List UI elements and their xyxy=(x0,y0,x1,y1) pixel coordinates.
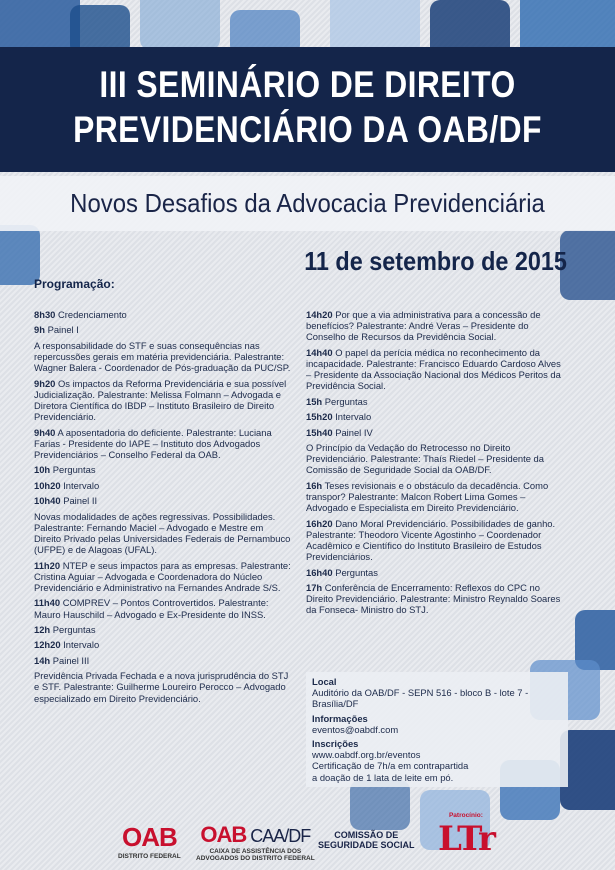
comissao-line1: COMISSÃO DE xyxy=(334,830,399,840)
inscricoes-cert-line2: a doação de 1 lata de leite em pó. xyxy=(312,771,454,783)
program-item xyxy=(306,442,562,476)
program-column-left xyxy=(34,309,292,708)
program-item xyxy=(34,624,292,635)
oab-logo-caption: DISTRITO FEDERAL xyxy=(118,853,181,860)
program-text: Credenciamento xyxy=(57,309,127,320)
program-text: COMPREV – Pontos Controvertidos. Palestrante: Mauro Hauschild – Advogado e Ex-Presidente do INSS. xyxy=(34,597,269,620)
page-title xyxy=(43,62,572,152)
program-column-right xyxy=(306,309,562,620)
program-time: 15h xyxy=(306,395,323,407)
program-text: Perguntas xyxy=(324,395,368,407)
program-item xyxy=(34,495,292,506)
program-item xyxy=(34,480,292,491)
program-item xyxy=(306,396,562,407)
program-text: Por que a via administrativa para a concessão de benefícios? Palestrante: André Veras – Presidente do Conselho de Recursos da Previdência Social. xyxy=(306,309,541,343)
program-text: A aposentadoria do deficiente. Palestrante: Luciana Farias - Presidente do IAPE – Instituto dos Advogados Previdenciários – Conselho Federal da OAB. xyxy=(34,426,272,460)
caa-logo-caption-2: ADVOGADOS DO DISTRITO FEDERAL xyxy=(196,855,315,862)
title-line-2: PREVIDENCIÁRIO DA OAB/DF xyxy=(73,109,542,150)
program-time: 9h20 xyxy=(34,377,56,389)
program-time: 16h40 xyxy=(306,566,333,578)
patrocinio-label: Patrocínio: xyxy=(448,812,483,819)
program-text: Painel III xyxy=(52,654,90,666)
program-time: 17h xyxy=(306,581,323,593)
local-value: Auditório da OAB/DF - SEPN 516 - bloco B - lote 7 - Brasília/DF xyxy=(312,687,529,710)
informacoes-value[interactable]: eventos@oabdf.com xyxy=(312,723,399,735)
program-item xyxy=(34,324,292,335)
program-text: Novas modalidades de ações regressivas. Possibilidades. Palestrante: Fernando Maciel – Advogado e Mestre em Direito Privado pelas Universidades Federais de Pernambuco (UFPE) e de Alagoas (UFAL). xyxy=(34,510,291,556)
program-time: 15h20 xyxy=(306,411,333,423)
program-time: 14h20 xyxy=(306,309,333,320)
program-time: 9h xyxy=(34,324,45,336)
program-item xyxy=(34,670,292,704)
programacao-label: Programação: xyxy=(34,277,115,291)
program-item xyxy=(34,597,292,619)
program-text: NTEP e seus impactos para as empresas. Palestrante: Cristina Aguiar – Advogada e Coordenadora do Núcleo Previdenciário e Administrativo na Fernandes Andrade S/S. xyxy=(34,559,291,593)
program-time: 14h40 xyxy=(306,346,333,358)
program-text: O papel da perícia médica no reconhecimento da incapacidade. Palestrante: Francisco Eduardo Cardoso Alves – Presidente da Associação Nacional dos Médicos Peritos da Previdência Social. xyxy=(306,346,561,392)
program-item xyxy=(306,567,562,578)
program-time: 12h20 xyxy=(34,639,61,651)
inscricoes-heading: Inscrições xyxy=(312,738,359,750)
program-item xyxy=(306,518,562,563)
program-item xyxy=(34,511,292,556)
program-time: 10h40 xyxy=(34,495,61,507)
program-time: 8h30 xyxy=(34,309,56,320)
program-item xyxy=(34,309,292,320)
caa-logo-mark: OAB CAA/DF xyxy=(200,822,311,847)
program-item xyxy=(306,480,562,514)
decor-square xyxy=(560,230,615,300)
decor-square xyxy=(0,225,40,285)
program-text: Painel II xyxy=(63,495,98,507)
program-text: Teses revisionais e o obstáculo da decadência. Como transpor? Palestrante: Malcon Robert Lima Gomes – Advogado e Especialista em Direito Previdenciário. xyxy=(306,479,549,514)
program-time: 16h xyxy=(306,479,323,491)
program-time: 11h20 xyxy=(34,559,61,571)
program-time: 10h xyxy=(34,464,51,476)
program-text: Intervalo xyxy=(63,479,100,491)
title-line-1: III SEMINÁRIO DE DIREITO xyxy=(99,64,516,105)
program-text: Intervalo xyxy=(63,639,100,651)
oab-logo-mark: OAB xyxy=(121,822,177,852)
program-item xyxy=(34,639,292,650)
program-item xyxy=(306,309,562,343)
program-text: Previdência Privada Fechada e a nova jurisprudência do STJ e STF. Palestrante: Guilherme Loureiro Perocco – Advogado especializado em Direito Previdenciário. xyxy=(34,670,289,704)
program-time: 14h xyxy=(34,654,51,666)
program-item xyxy=(34,560,292,594)
program-item xyxy=(306,347,562,392)
program-item xyxy=(34,340,292,374)
subtitle: Novos Desafios da Advocacia Previdenciária xyxy=(70,188,545,218)
program-time: 12h xyxy=(34,623,51,635)
program-text: Dano Moral Previdenciário. Possibilidades de ganho. Palestrante: Theodoro Vicente Agostinho – Coordenador Acadêmico e Científico do Instituto Brasileiro de Estudos Previdenciários. xyxy=(306,517,556,563)
program-time: 15h40 xyxy=(306,426,333,438)
ltr-mark: LTr xyxy=(438,819,494,859)
info-box xyxy=(306,672,568,787)
program-text: Perguntas xyxy=(335,566,378,578)
inscricoes-url[interactable]: www.oabdf.org.br/eventos xyxy=(312,749,421,761)
program-item xyxy=(34,378,292,423)
informacoes-heading: Informações xyxy=(312,712,368,724)
program-item xyxy=(34,464,292,475)
program-time: 10h20 xyxy=(34,479,61,491)
inscricoes-cert-line1: Certificação de 7h/a em contrapartida xyxy=(312,760,469,772)
program-item xyxy=(306,427,562,438)
program-text: Os impactos da Reforma Previdenciária e sua possível Judicialização. Palestrante: Melissa Folmann – Advogada e Diretora Científica do IBDP – Instituto Brasileiro de Direito Previdenciário. xyxy=(34,377,287,423)
program-time: 9h40 xyxy=(34,426,56,438)
program-time: 16h20 xyxy=(306,517,333,529)
caa-df-logo xyxy=(196,822,315,862)
comissao-logo xyxy=(318,830,415,850)
program-text: A responsabilidade do STF e suas consequências nas repercussões gerais em matéria previdenciária. Palestrante: Wagner Balera - Coordenador de Pós-graduação da PUC/SP. xyxy=(34,339,291,374)
program-time: 11h40 xyxy=(34,597,61,609)
program-text: Painel I xyxy=(47,324,79,336)
ltr-logo xyxy=(438,812,494,859)
footer-logos xyxy=(0,808,615,870)
comissao-line2: SEGURIDADE SOCIAL xyxy=(318,840,415,850)
oab-df-logo xyxy=(118,822,181,860)
program-text: Conferência de Encerramento: Reflexos do CPC no Direito Previdenciário. Palestrante: Ministro Reynaldo Soares da Fonseca- Ministro do STJ. xyxy=(306,581,561,616)
program-item xyxy=(34,655,292,666)
program-text: O Princípio da Vedação do Retrocesso no Direito Previdenciário. Palestrante: Thaís Riedel – Presidente da Comissão de Seguridade Social da OAB/DF. xyxy=(306,441,544,476)
decor-square xyxy=(560,730,615,810)
program-item xyxy=(306,582,562,616)
decor-square xyxy=(140,0,220,50)
local-heading: Local xyxy=(312,676,337,687)
program-text: Painel IV xyxy=(335,426,373,438)
program-item xyxy=(306,411,562,422)
program-text: Perguntas xyxy=(52,464,96,476)
program-item xyxy=(34,427,292,461)
caa-logo-caption-1: CAIXA DE ASSISTÊNCIA DOS xyxy=(209,848,302,855)
program-text: Perguntas xyxy=(52,623,96,635)
program-text: Intervalo xyxy=(335,411,372,423)
event-date: 11 de setembro de 2015 xyxy=(304,246,567,276)
